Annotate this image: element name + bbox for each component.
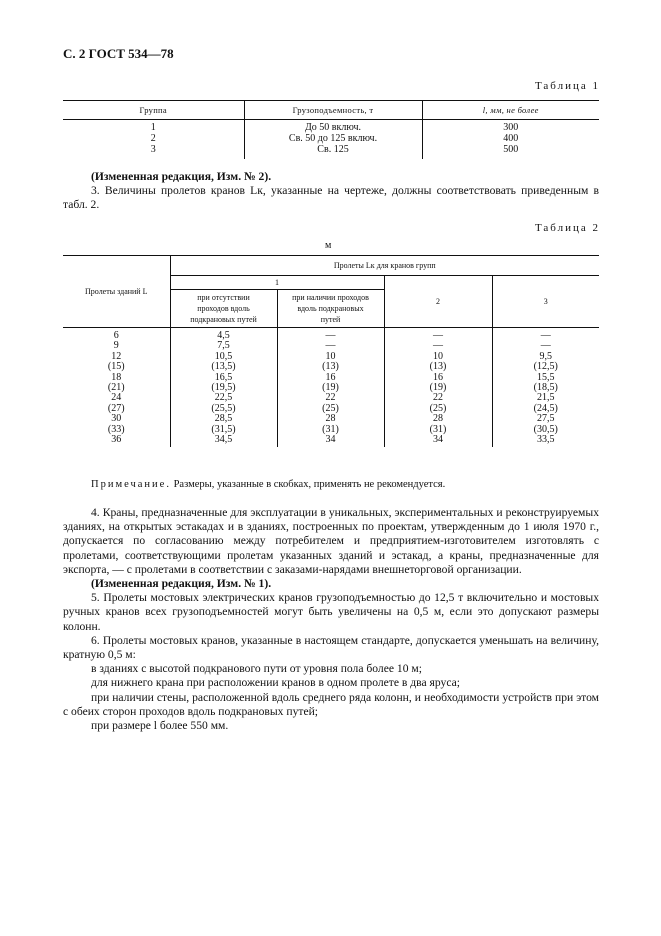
table-cell: 34 <box>277 435 384 447</box>
table-cell: 10 <box>277 352 384 362</box>
table-cell: 9,5 <box>492 352 599 362</box>
page-header: С. 2 ГОСТ 534—78 <box>63 46 174 61</box>
table-cell: (27) <box>107 402 125 414</box>
table-cell: (25) <box>384 404 492 414</box>
table2-header-group3: 3 <box>492 276 599 328</box>
table-cell: 21,5 <box>492 393 599 403</box>
table-cell: 6 <box>113 330 119 341</box>
table1-header-group: Группа <box>63 101 244 120</box>
table-cell: (33) <box>107 423 125 435</box>
table-cell: 7,5 <box>170 341 277 351</box>
table-cell: (19,5) <box>170 383 277 393</box>
note-label: Примечание. <box>91 479 171 490</box>
table1-header-l: l, мм, не более <box>422 101 599 120</box>
table-cell: (21) <box>107 382 125 394</box>
table-cell: 16 <box>277 373 384 383</box>
table-cell: 4,5 <box>170 328 277 342</box>
table-cell: 22 <box>277 393 384 403</box>
table-cell: — <box>492 341 599 351</box>
table-cell: 36 <box>111 434 122 446</box>
table-row: 2 Св. 50 до 125 включ. 400 <box>63 133 599 144</box>
table-cell: 10,5 <box>170 352 277 362</box>
table-cell: (31,5) <box>170 425 277 435</box>
table-cell: (31) <box>277 425 384 435</box>
table-cell: (31) <box>384 425 492 435</box>
table-cell: (30,5) <box>492 425 599 435</box>
table-cell: 18 <box>111 371 122 383</box>
paragraph-4: 4. Краны, предназначенные для эксплуатации в уникальных, экспериментальных и реконструируемых зданиях, на открытых эстакадах и в зданиях, построенных по проектам, утвержденным до 1 июля 1970 г., допускается по согласованию между потребителем и предприятием-изготовителем изготовлять с пролетами, соответствующими пролетам указанных зданий и эстакад, а краны, предназначенные для экспорта, — с пролетами в соответствии с заказами-нарядами внешнеторговой организации. <box>63 506 599 576</box>
table-cell: 22,5 <box>170 393 277 403</box>
table-cell: 33,5 <box>492 435 599 447</box>
after-table1-text <box>63 170 599 213</box>
table-cell: (13) <box>384 362 492 372</box>
note-text: Размеры, указанные в скобках, применять не рекомендуется. <box>170 479 446 490</box>
table1 <box>63 100 599 159</box>
table-cell: 10 <box>384 352 492 362</box>
table-cell: (19) <box>277 383 384 393</box>
table-cell: 24 <box>111 392 122 404</box>
table-cell: (19) <box>384 383 492 393</box>
table-cell: (24,5) <box>492 404 599 414</box>
table-cell: — <box>492 328 599 342</box>
table-cell: (12,5) <box>492 362 599 372</box>
table2-header-building: Пролеты зданий L <box>63 256 170 328</box>
table-cell: 15,5 <box>492 373 599 383</box>
revision-note-2: (Измененная редакция, Изм. № 2). <box>91 170 272 183</box>
table2-header-cranes: Пролеты Lк для кранов групп <box>170 256 599 276</box>
table-cell: 27,5 <box>492 414 599 424</box>
table-cell: (18,5) <box>492 383 599 393</box>
table-row <box>63 328 599 342</box>
list-item: при наличии стены, расположенной вдоль среднего ряда колонн, и необходимости устройств при этом с обеих сторон проходов вдоль подкрановых путей; <box>63 690 599 718</box>
list-item: для нижнего крана при расположении кранов в одном пролете в два яруса; <box>91 676 460 690</box>
table2-header-group2: 2 <box>384 276 492 328</box>
table2-caption: Таблица 2 <box>534 222 600 234</box>
table-cell: 28 <box>384 414 492 424</box>
list-item: при размере l более 550 мм. <box>91 719 229 733</box>
table-cell: 28 <box>277 414 384 424</box>
table-cell: 22 <box>384 393 492 403</box>
table-cell: 16,5 <box>170 373 277 383</box>
table-cell: — <box>277 328 384 342</box>
paragraph-6: 6. Пролеты мостовых кранов, указанные в настоящем стандарте, допускается уменьшать на величину, кратную 0,5 м: <box>63 633 599 662</box>
table-cell: 28,5 <box>170 414 277 424</box>
revision-note-1: (Измененная редакция, Изм. № 1). <box>91 577 272 591</box>
table2-header-no-passage: при отсутствии проходов вдоль подкрановых путей <box>170 290 277 328</box>
paragraph-5: 5. Пролеты мостовых электрических кранов грузоподъемностью до 12,5 т включительно и мостовых ручных кранов всех грузоподъемностей могут быть увеличены на 0,5 м, если это допускают размеры колонн. <box>63 591 599 633</box>
table-cell: (15) <box>107 361 125 373</box>
list-item: в зданиях с высотой подкранового пути от уровня пола более 10 м; <box>91 662 422 676</box>
table-cell: — <box>277 341 384 351</box>
table2-header-with-passage: при наличии проходов вдоль подкрановых путей <box>277 290 384 328</box>
table-cell: — <box>384 328 492 342</box>
table-row <box>63 435 599 447</box>
table-row: 1 До 50 включ. 300 <box>63 120 599 134</box>
table-cell: 30 <box>111 413 122 425</box>
table1-header-capacity: Грузоподъемность, т <box>244 101 422 120</box>
table-cell: (13,5) <box>170 362 277 372</box>
table-cell: 12 <box>111 350 122 362</box>
table-cell: 16 <box>384 373 492 383</box>
table-cell: (25) <box>277 404 384 414</box>
paragraph-3: 3. Величины пролетов кранов Lк, указанные на чертеже, должны соответствовать приведенным в табл. 2. <box>63 184 599 212</box>
table2-header-group1: 1 <box>170 276 384 290</box>
table-cell: 34 <box>384 435 492 447</box>
body-text <box>63 506 599 733</box>
table2-unit: м <box>325 240 332 251</box>
table-cell: 9 <box>113 340 119 352</box>
table-cell: — <box>384 341 492 351</box>
table-cell: (25,5) <box>170 404 277 414</box>
table2-note <box>63 478 599 492</box>
table1-caption: Таблица 1 <box>534 80 600 92</box>
table2 <box>63 255 599 447</box>
table-cell: 34,5 <box>170 435 277 447</box>
table-cell: (13) <box>277 362 384 372</box>
table-row: 3 Св. 125 500 <box>63 144 599 159</box>
